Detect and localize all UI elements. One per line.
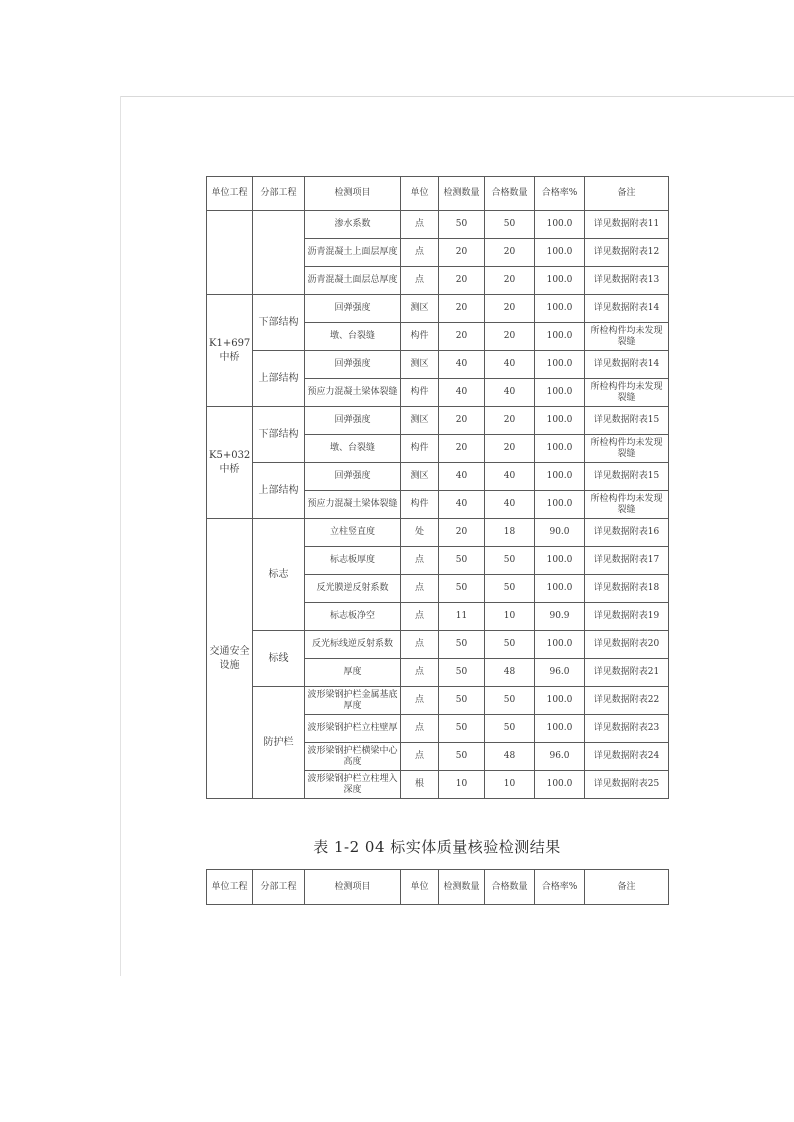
rate-cell: 100.0	[535, 323, 585, 351]
item-cell: 回弹强度	[305, 407, 401, 435]
unit-value: 测区	[401, 351, 439, 379]
page-edge-left	[120, 96, 121, 976]
pass-cell: 50	[485, 575, 535, 603]
count-cell: 40	[439, 491, 485, 519]
remark-cell: 所检构件均未发现裂缝	[585, 435, 669, 463]
unit-cell: K5+032中桥	[207, 407, 253, 519]
table-row	[207, 687, 669, 715]
item-cell: 预应力混凝土梁体裂缝	[305, 491, 401, 519]
count-cell: 50	[439, 631, 485, 659]
pass-cell: 50	[485, 687, 535, 715]
rate-cell: 90.9	[535, 603, 585, 631]
rate-cell: 100.0	[535, 715, 585, 743]
pass-cell: 40	[485, 351, 535, 379]
table-row	[207, 631, 669, 659]
rate-cell: 100.0	[535, 211, 585, 239]
header-cell: 合格数量	[485, 177, 535, 211]
pass-cell: 50	[485, 631, 535, 659]
count-cell: 50	[439, 211, 485, 239]
unit-value: 点	[401, 239, 439, 267]
header-cell: 备注	[585, 870, 669, 905]
part-cell: 标线	[253, 631, 305, 687]
rate-cell: 100.0	[535, 491, 585, 519]
item-cell: 回弹强度	[305, 351, 401, 379]
pass-cell: 20	[485, 323, 535, 351]
table-header-row	[207, 870, 669, 905]
header-cell: 合格率%	[535, 177, 585, 211]
pass-cell: 20	[485, 407, 535, 435]
remark-cell: 详见数据附表15	[585, 463, 669, 491]
count-cell: 50	[439, 743, 485, 771]
unit-value: 构件	[401, 323, 439, 351]
table-caption: 表 1-2 04 标实体质量核验检测结果	[313, 838, 561, 856]
pass-cell: 20	[485, 435, 535, 463]
rate-cell: 100.0	[535, 687, 585, 715]
results-table-2-header	[206, 869, 669, 905]
remark-cell: 详见数据附表18	[585, 575, 669, 603]
rate-cell: 100.0	[535, 351, 585, 379]
rate-cell: 100.0	[535, 407, 585, 435]
remark-cell: 详见数据附表19	[585, 603, 669, 631]
count-cell: 50	[439, 715, 485, 743]
count-cell: 20	[439, 267, 485, 295]
remark-cell: 所检构件均未发现裂缝	[585, 491, 669, 519]
count-cell: 40	[439, 379, 485, 407]
unit-value: 测区	[401, 407, 439, 435]
item-cell: 渗水系数	[305, 211, 401, 239]
table-row	[207, 463, 669, 491]
part-cell-empty	[253, 211, 305, 295]
pass-cell: 10	[485, 771, 535, 799]
item-cell: 墩、台裂缝	[305, 435, 401, 463]
unit-value: 点	[401, 715, 439, 743]
unit-value: 点	[401, 603, 439, 631]
header-cell: 单位	[401, 870, 439, 905]
rate-cell: 100.0	[535, 771, 585, 799]
header-cell: 备注	[585, 177, 669, 211]
unit-value: 点	[401, 687, 439, 715]
item-cell: 墩、台裂缝	[305, 323, 401, 351]
remark-cell: 所检构件均未发现裂缝	[585, 379, 669, 407]
remark-cell: 详见数据附表25	[585, 771, 669, 799]
item-cell: 回弹强度	[305, 295, 401, 323]
header-cell: 合格率%	[535, 870, 585, 905]
item-cell: 波形梁钢护栏横梁中心高度	[305, 743, 401, 771]
header-cell: 检测数量	[439, 177, 485, 211]
item-cell: 标志板厚度	[305, 547, 401, 575]
pass-cell: 20	[485, 239, 535, 267]
rate-cell: 100.0	[535, 435, 585, 463]
rate-cell: 100.0	[535, 575, 585, 603]
unit-cell-empty	[207, 211, 253, 295]
table-row	[207, 407, 669, 435]
remark-cell: 详见数据附表24	[585, 743, 669, 771]
rate-cell: 96.0	[535, 659, 585, 687]
remark-cell: 详见数据附表14	[585, 351, 669, 379]
header-cell: 检测项目	[305, 870, 401, 905]
count-cell: 20	[439, 239, 485, 267]
pass-cell: 40	[485, 491, 535, 519]
header-cell: 单位工程	[207, 870, 253, 905]
remark-cell: 详见数据附表17	[585, 547, 669, 575]
item-cell: 波形梁钢护栏金属基底厚度	[305, 687, 401, 715]
unit-value: 根	[401, 771, 439, 799]
remark-cell: 详见数据附表12	[585, 239, 669, 267]
remark-cell: 详见数据附表15	[585, 407, 669, 435]
part-cell: 上部结构	[253, 463, 305, 519]
unit-value: 构件	[401, 379, 439, 407]
item-cell: 反光膜逆反射系数	[305, 575, 401, 603]
part-cell: 上部结构	[253, 351, 305, 407]
remark-cell: 详见数据附表14	[585, 295, 669, 323]
part-cell: 防护栏	[253, 687, 305, 799]
rate-cell: 100.0	[535, 631, 585, 659]
unit-value: 处	[401, 519, 439, 547]
unit-value: 点	[401, 659, 439, 687]
unit-value: 点	[401, 547, 439, 575]
header-cell: 分部工程	[253, 870, 305, 905]
unit-value: 点	[401, 575, 439, 603]
remark-cell: 详见数据附表23	[585, 715, 669, 743]
count-cell: 40	[439, 351, 485, 379]
part-cell: 下部结构	[253, 295, 305, 351]
rate-cell: 100.0	[535, 463, 585, 491]
part-cell: 标志	[253, 519, 305, 631]
unit-value: 点	[401, 267, 439, 295]
table-row	[207, 351, 669, 379]
unit-value: 点	[401, 631, 439, 659]
item-cell: 沥青混凝土上面层厚度	[305, 239, 401, 267]
count-cell: 20	[439, 407, 485, 435]
pass-cell: 50	[485, 715, 535, 743]
rate-cell: 100.0	[535, 379, 585, 407]
table-row	[207, 295, 669, 323]
pass-cell: 10	[485, 603, 535, 631]
header-cell: 分部工程	[253, 177, 305, 211]
header-cell: 单位工程	[207, 177, 253, 211]
unit-value: 构件	[401, 435, 439, 463]
count-cell: 20	[439, 519, 485, 547]
count-cell: 20	[439, 295, 485, 323]
unit-value: 构件	[401, 491, 439, 519]
unit-value: 测区	[401, 295, 439, 323]
item-cell: 立柱竖直度	[305, 519, 401, 547]
remark-cell: 详见数据附表16	[585, 519, 669, 547]
count-cell: 50	[439, 659, 485, 687]
pass-cell: 20	[485, 267, 535, 295]
rate-cell: 100.0	[535, 295, 585, 323]
rate-cell: 100.0	[535, 547, 585, 575]
header-cell: 检测项目	[305, 177, 401, 211]
pass-cell: 50	[485, 547, 535, 575]
remark-cell: 详见数据附表11	[585, 211, 669, 239]
unit-value: 测区	[401, 463, 439, 491]
pass-cell: 40	[485, 463, 535, 491]
count-cell: 20	[439, 435, 485, 463]
remark-cell: 详见数据附表20	[585, 631, 669, 659]
item-cell: 厚度	[305, 659, 401, 687]
page-edge-top	[120, 96, 794, 97]
pass-cell: 18	[485, 519, 535, 547]
count-cell: 20	[439, 323, 485, 351]
count-cell: 11	[439, 603, 485, 631]
table-row	[207, 519, 669, 547]
item-cell: 沥青混凝土面层总厚度	[305, 267, 401, 295]
pass-cell: 40	[485, 379, 535, 407]
rate-cell: 90.0	[535, 519, 585, 547]
header-cell: 检测数量	[439, 870, 485, 905]
unit-value: 点	[401, 743, 439, 771]
unit-cell: 交通安全设施	[207, 519, 253, 799]
results-table	[206, 176, 669, 799]
item-cell: 标志板净空	[305, 603, 401, 631]
unit-cell: K1+697中桥	[207, 295, 253, 407]
item-cell: 回弹强度	[305, 463, 401, 491]
item-cell: 反光标线逆反射系数	[305, 631, 401, 659]
header-cell: 合格数量	[485, 870, 535, 905]
count-cell: 50	[439, 687, 485, 715]
rate-cell: 100.0	[535, 239, 585, 267]
pass-cell: 48	[485, 659, 535, 687]
table-header-row	[207, 177, 669, 211]
count-cell: 50	[439, 575, 485, 603]
remark-cell: 详见数据附表21	[585, 659, 669, 687]
header-cell: 单位	[401, 177, 439, 211]
item-cell: 预应力混凝土梁体裂缝	[305, 379, 401, 407]
pass-cell: 48	[485, 743, 535, 771]
count-cell: 50	[439, 547, 485, 575]
unit-value: 点	[401, 211, 439, 239]
item-cell: 波形梁钢护栏立柱壁厚	[305, 715, 401, 743]
item-cell: 波形梁钢护栏立柱埋入深度	[305, 771, 401, 799]
rate-cell: 96.0	[535, 743, 585, 771]
rate-cell: 100.0	[535, 267, 585, 295]
remark-cell: 所检构件均未发现裂缝	[585, 323, 669, 351]
pass-cell: 50	[485, 211, 535, 239]
part-cell: 下部结构	[253, 407, 305, 463]
count-cell: 40	[439, 463, 485, 491]
remark-cell: 详见数据附表13	[585, 267, 669, 295]
table-row	[207, 211, 669, 239]
count-cell: 10	[439, 771, 485, 799]
pass-cell: 20	[485, 295, 535, 323]
remark-cell: 详见数据附表22	[585, 687, 669, 715]
